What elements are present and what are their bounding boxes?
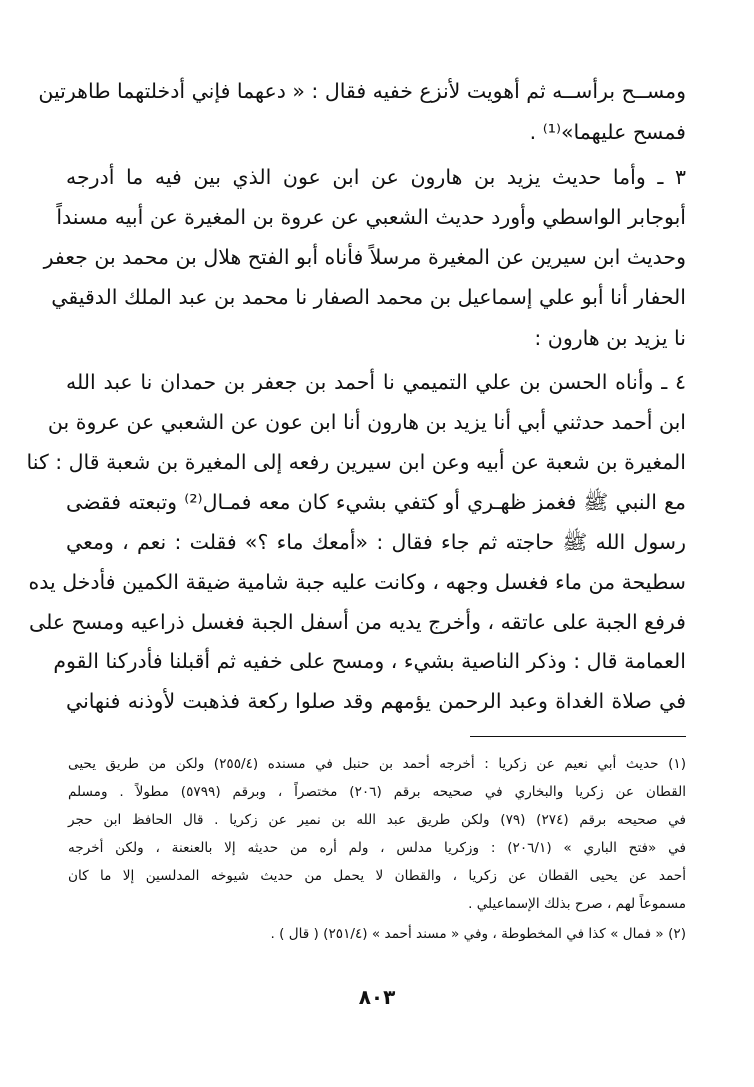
- footnote-line: القطان عن زكريا والبخاري في صحيحه برقم (٢٠٦) مختصراً ، وبرقم (٥٧٩٩) مطولاً . ومسلم: [68, 784, 686, 800]
- body-line: المغيرة بن شعبة عن أبيه وعن ابن سيرين رفعه إلى المغيرة بن شعبة قال : كنا: [26, 450, 686, 474]
- body-line: رسول الله ﷺ حاجته ثم جاء فقال : «أمعك ماء ؟» فقلت : نعم ، ومعي: [66, 530, 686, 554]
- body-line: أبوجابر الواسطي وأورد حديث الشعبي عن عروة بن المغيرة عن أبيه مسنداً: [56, 205, 686, 229]
- body-line: ٣ ـ وأما حديث يزيد بن هارون عن ابن عون الذي بين فيه ما أدرجه: [66, 165, 686, 189]
- footnote-line: في «فتح الباري » (٢٠٦/١) : وزكريا مدلس ، ولم أره من حديثه إلا بالعنعنة ، ولكن أخرجه: [68, 840, 686, 856]
- footnote-line: مسموعاً لهم ، صرح بذلك الإسماعيلي .: [468, 896, 686, 912]
- footnote-separator: [470, 736, 686, 737]
- body-line: ومســح برأســه ثم أهويت لأنزع خفيه فقال : « دعهما فإني أدخلتهما طاهرتين: [38, 79, 686, 103]
- body-line: مع النبي ﷺ فغمز ظهـري أو كتفي بشيء كان معه فمـال⁽²⁾ وتبعته فقضى: [66, 490, 687, 514]
- body-line: سطيحة من ماء فغسل وجهه ، وكانت عليه جبة شامية ضيقة الكمين فأدخل يده: [28, 570, 686, 594]
- footnote-line: (١) حديث أبي نعيم عن زكريا : أخرجه أحمد بن حنبل في مسنده (٢٥٥/٤) ولكن من طريق يحيى: [68, 756, 686, 772]
- body-line: نا يزيد بن هارون :: [534, 326, 686, 350]
- body-line: فمسح عليهما»⁽¹⁾ .: [529, 120, 686, 144]
- footnote-line: أحمد عن يحيى القطان عن زكريا ، والقطان لا يحمل من حديث شيوخه المدلسين إلا ما كان: [68, 868, 686, 884]
- page-number: ٨٠٣: [358, 985, 396, 1009]
- body-line: ابن أحمد حدثني أبي أنا يزيد بن هارون أنا ابن عون عن الشعبي عن عروة بن: [47, 410, 686, 434]
- body-line: ٤ ـ وأناه الحسن بن علي التميمي نا أحمد بن جعفر بن حمدان نا عبد الله: [66, 370, 686, 394]
- body-line: فرفع الجبة على عاتقه ، وأخرج يديه من أسفل الجبة فغسل ذراعيه ومسح على: [29, 610, 686, 634]
- body-line: الحفار أنا أبو علي إسماعيل بن محمد الصفار نا محمد بن عبد الملك الدقيقي: [51, 285, 686, 309]
- footnote-line: (٢) « فمال » كذا في المخطوطة ، وفي « مسند أحمد » (٢٥١/٤) ( قال ) .: [270, 926, 686, 942]
- body-line: العمامة قال : وذكر الناصية بشيء ، ومسح على خفيه ثم أقبلنا فأدركنا القوم: [53, 649, 686, 673]
- body-line: وحديث ابن سيرين عن المغيرة مرسلاً فأناه أبو الفتح هلال بن محمد بن جعفر: [43, 245, 686, 269]
- body-line: في صلاة الغداة وعبد الرحمن يؤمهم وقد صلوا ركعة فذهبت لأوذنه فنهاني: [66, 689, 686, 713]
- footnote-line: في صحيحه برقم (٢٧٤) (٧٩) ولكن طريق عبد الله بن نمير عن زكريا . قال الحافظ ابن حجر: [68, 812, 686, 828]
